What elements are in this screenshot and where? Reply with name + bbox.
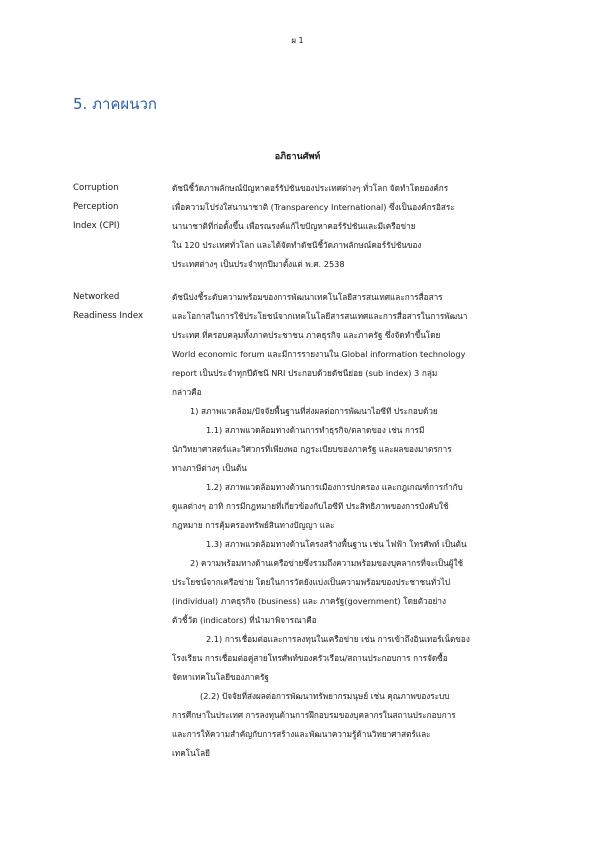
subitem-line: 2.1) การเชื่อมต่อและการลงทุนในเครือข่าย เช่น การเข้าถึงอินเทอร์เน็ตของ [206, 634, 470, 644]
definition-line: และโอกาสในการใช้ประโยชน์จากเทคโนโลยีสารสนเทศและการสื่อสารในการพัฒนา [172, 311, 468, 321]
section-heading: 5. ภาคผนวก [73, 95, 157, 113]
definition-line: เทคโนโลยี [172, 748, 210, 758]
glossary-title: อภิธานศัพท์ [274, 152, 321, 162]
glossary-term-nri: Networked Readiness Index [73, 292, 144, 321]
definition-line: ประเทศ ที่ครอบคลุมทั้งภาคประชาชน ภาคธุรกิจ และภาครัฐ ซึ่งจัดทำขึ้นโดย [172, 330, 441, 340]
definition-line: ประโยชน์จากเครือข่าย โดยในการวัดยังแบ่งเป็นความพร้อมของประชาชนทั่วไป [172, 577, 451, 587]
definition-line: ดูแลต่างๆ อาทิ การมีกฎหมายที่เกี่ยวข้องกับไอซีที ประสิทธิภาพของการบังคับใช้ [172, 501, 449, 511]
definition-line: report เป็นประจำทุกปีดัชนี NRI ประกอบด้วยดัชนีย่อย (sub index) 3 กลุ่ม [172, 368, 438, 378]
definition-line: จัดหาเทคโนโลยีของภาครัฐ [172, 672, 269, 682]
definition-line: ดัชนีบ่งชี้ระดับความพร้อมของการพัฒนาเทคโนโลยีสารสนเทศและการสื่อสาร [172, 292, 443, 302]
definition-line: ใน 120 ประเทศทั่วโลก และได้จัดทำดัชนีชี้วัดภาพลักษณ์คอร์รัปชันของ [172, 240, 422, 250]
definition-line: World economic forum และมีการรายงานใน Global information technology [172, 349, 466, 359]
definition-line: (individual) ภาคธุรกิจ (business) และ ภาครัฐ(government) โดยตัวอย่าง [172, 596, 446, 606]
definition-line: โรงเรียน การเชื่อมต่อคู่สายโทรศัพท์ของครัวเรือน/สถานประกอบการ การจัดซื้อ [172, 653, 448, 663]
definition-line: เพื่อความโปร่งใสนานาชาติ (Transparency International) ซึ่งเป็นองค์กรอิสระ [172, 202, 455, 212]
page-number: ผ 1 [291, 36, 304, 45]
definition-line: นานาชาติที่ก่อตั้งขึ้น เพื่อรณรงค์แก้ไขปัญหาคอร์รัปชันและมีเครือข่าย [172, 221, 416, 231]
definition-line: ตัวชี้วัด (indicators) ที่นำมาพิจารณาคือ [172, 615, 317, 625]
definition-line: และการให้ความสำคัญกับการสร้างและพัฒนาความรู้ด้านวิทยาศาสตร์และ [172, 729, 431, 739]
definition-line: ดัชนีชี้วัดภาพลักษณ์ปัญหาคอร์รัปชันของประเทศต่างๆ ทั่วโลก จัดทำโดยองค์กร [172, 183, 449, 193]
glossary-term-cpi: Corruption Perception Index (CPI) [73, 183, 120, 231]
subitem-line: 1.2) สภาพแวดล้อมทางด้านการเมืองการปกครอง และกฎเกณฑ์การกำกับ [206, 482, 463, 492]
subitem-line: 1.3) สภาพแวดล้อมทางด้านโครงสร้างพื้นฐาน เช่น ไฟฟ้า โทรศัพท์ เป็นต้น [206, 539, 467, 549]
definition-line: นักวิทยาศาสตร์และวิศวกรที่เพียงพอ กฎระเบียบของภาครัฐ และผลของมาตรการ [172, 444, 452, 454]
glossary-definition-nri [172, 288, 522, 763]
subitem-heading: 1) สภาพแวดล้อม/ปัจจัยพื้นฐานที่ส่งผลต่อการพัฒนาไอซีที ประกอบด้วย [190, 406, 438, 416]
glossary-definition-cpi [172, 179, 522, 274]
definition-line: กล่าวคือ [172, 387, 202, 397]
definition-line: กฎหมาย การคุ้มครองทรัพย์สินทางปัญญา และ [172, 520, 335, 530]
definition-line: ประเทศต่างๆ เป็นประจำทุกปีมาตั้งแต่ พ.ศ. 2538 [172, 259, 345, 269]
subitem-line: (2.2) ปัจจัยที่ส่งผลต่อการพัฒนาทรัพยากรมนุษย์ เช่น คุณภาพของระบบ [200, 691, 450, 701]
subitem-heading: 2) ความพร้อมทางด้านเครือข่ายซึ่งรวมถึงความพร้อมของบุคลากรที่จะเป็นผู้ใช้ [190, 558, 464, 568]
definition-line: การศึกษาในประเทศ การลงทุนด้านการฝึกอบรมของบุคลากรในสถานประกอบการ [172, 710, 456, 720]
subitem-line: 1.1) สภาพแวดล้อมทางด้านการทำธุรกิจ/ตลาดของ เช่น การมี [206, 425, 425, 435]
definition-line: ทางภาษีต่างๆ เป็นต้น [172, 463, 247, 473]
